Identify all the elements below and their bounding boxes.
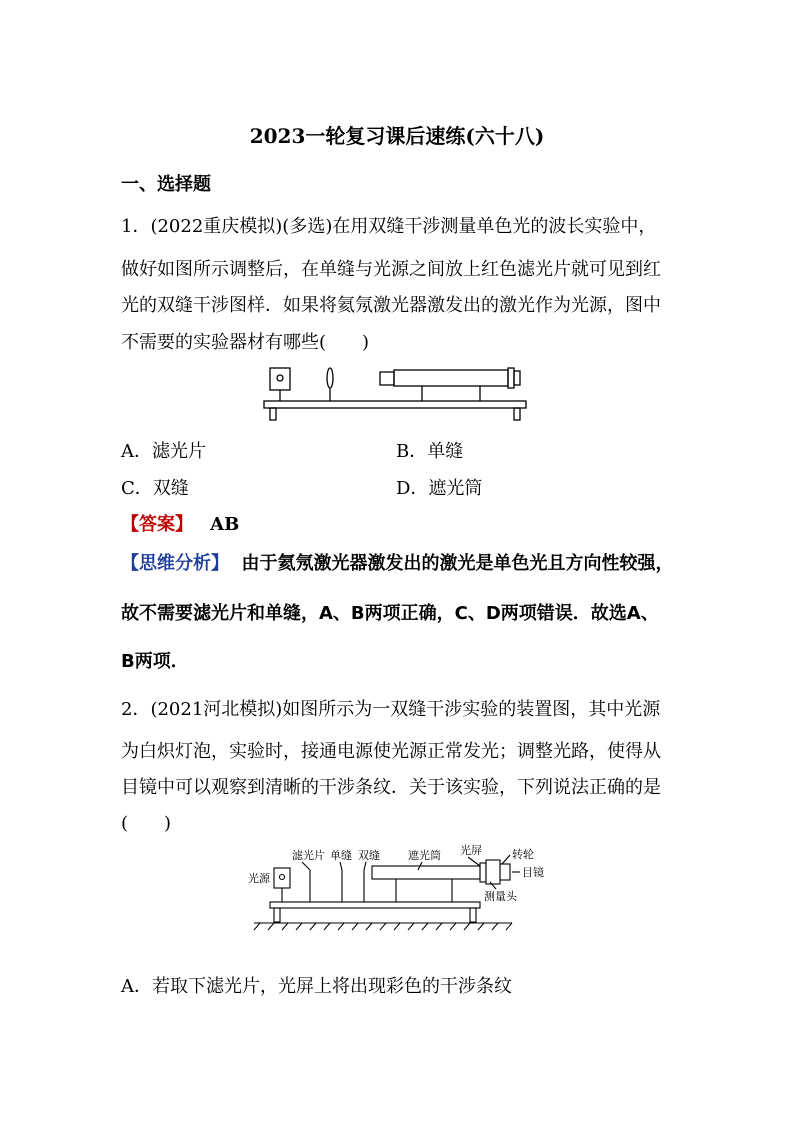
label-single-slit: 单缝 [330, 849, 352, 862]
q1-option-a: A．滤光片 [121, 441, 206, 462]
shade-tube [394, 370, 508, 386]
label-shade-tube: 遮光筒 [408, 849, 441, 862]
analysis-text-1: 由于氦氖激光器激发出的激光是单色光且方向性较强， [241, 553, 674, 574]
q2-line-4: ( ) [121, 813, 172, 834]
bench [270, 902, 480, 908]
q1-line-1: 1．(2022重庆模拟)(多选)在用双缝干涉测量单色光的波长实验中， [121, 216, 657, 237]
q1-analysis-line-3: B两项． [121, 651, 189, 672]
page-title: 2023一轮复习课后速练(六十八) [249, 124, 545, 148]
label-filter: 滤光片 [292, 849, 325, 862]
label-double-slit: 双缝 [358, 849, 380, 862]
q1-option-b: B．单缝 [396, 441, 464, 462]
q2-line-3: 目镜中可以观察到清晰的干涉条纹．关于该实验，下列说法正确的是 [121, 777, 661, 798]
analysis-tag: 【思维分析】 [121, 553, 229, 574]
q2-apparatus-figure [246, 842, 552, 934]
label-eyepiece: 目镜 [522, 866, 544, 879]
light-source-box [270, 368, 290, 390]
source-box [274, 868, 290, 888]
answer-tag: 【答案】 [121, 514, 193, 535]
q1-apparatus-figure [262, 360, 532, 428]
q2-line-1: 2．(2021河北模拟)如图所示为一双缝干涉实验的装置图，其中光源 [121, 699, 661, 720]
q2-option-a: A．若取下滤光片，光屏上将出现彩色的干涉条纹 [121, 976, 512, 997]
q1-option-c: C．双缝 [121, 478, 189, 499]
shade-tube-2 [372, 866, 480, 879]
q1-analysis-line-2: 故不需要滤光片和单缝，A、B两项正确，C、D两项错误．故选A、 [121, 603, 659, 624]
optical-bench [264, 401, 526, 408]
lens [327, 368, 333, 388]
answer-value: AB [210, 514, 240, 535]
section-heading: 一、选择题 [121, 174, 211, 195]
label-screen: 光屏 [460, 844, 482, 857]
label-light-source: 光源 [248, 872, 270, 885]
q2-line-2: 为白炽灯泡，实验时，接通电源使光源正常发光；调整光路，使得从 [121, 741, 661, 762]
q1-answer-row [121, 513, 239, 537]
q1-option-d: D．遮光筒 [396, 478, 483, 499]
q1-analysis-line-1 [121, 552, 674, 576]
q1-line-3: 光的双缝干涉图样．如果将氦氖激光器激发出的激光作为光源，图中 [121, 295, 661, 316]
label-measuring-head: 测量头 [484, 890, 517, 903]
q1-line-2: 做好如图所示调整后，在单缝与光源之间放上红色滤光片就可见到红 [121, 259, 661, 280]
tube-end [380, 372, 394, 385]
label-wheel: 转轮 [512, 848, 534, 861]
q1-line-4: 不需要的实验器材有哪些( ) [121, 332, 370, 353]
